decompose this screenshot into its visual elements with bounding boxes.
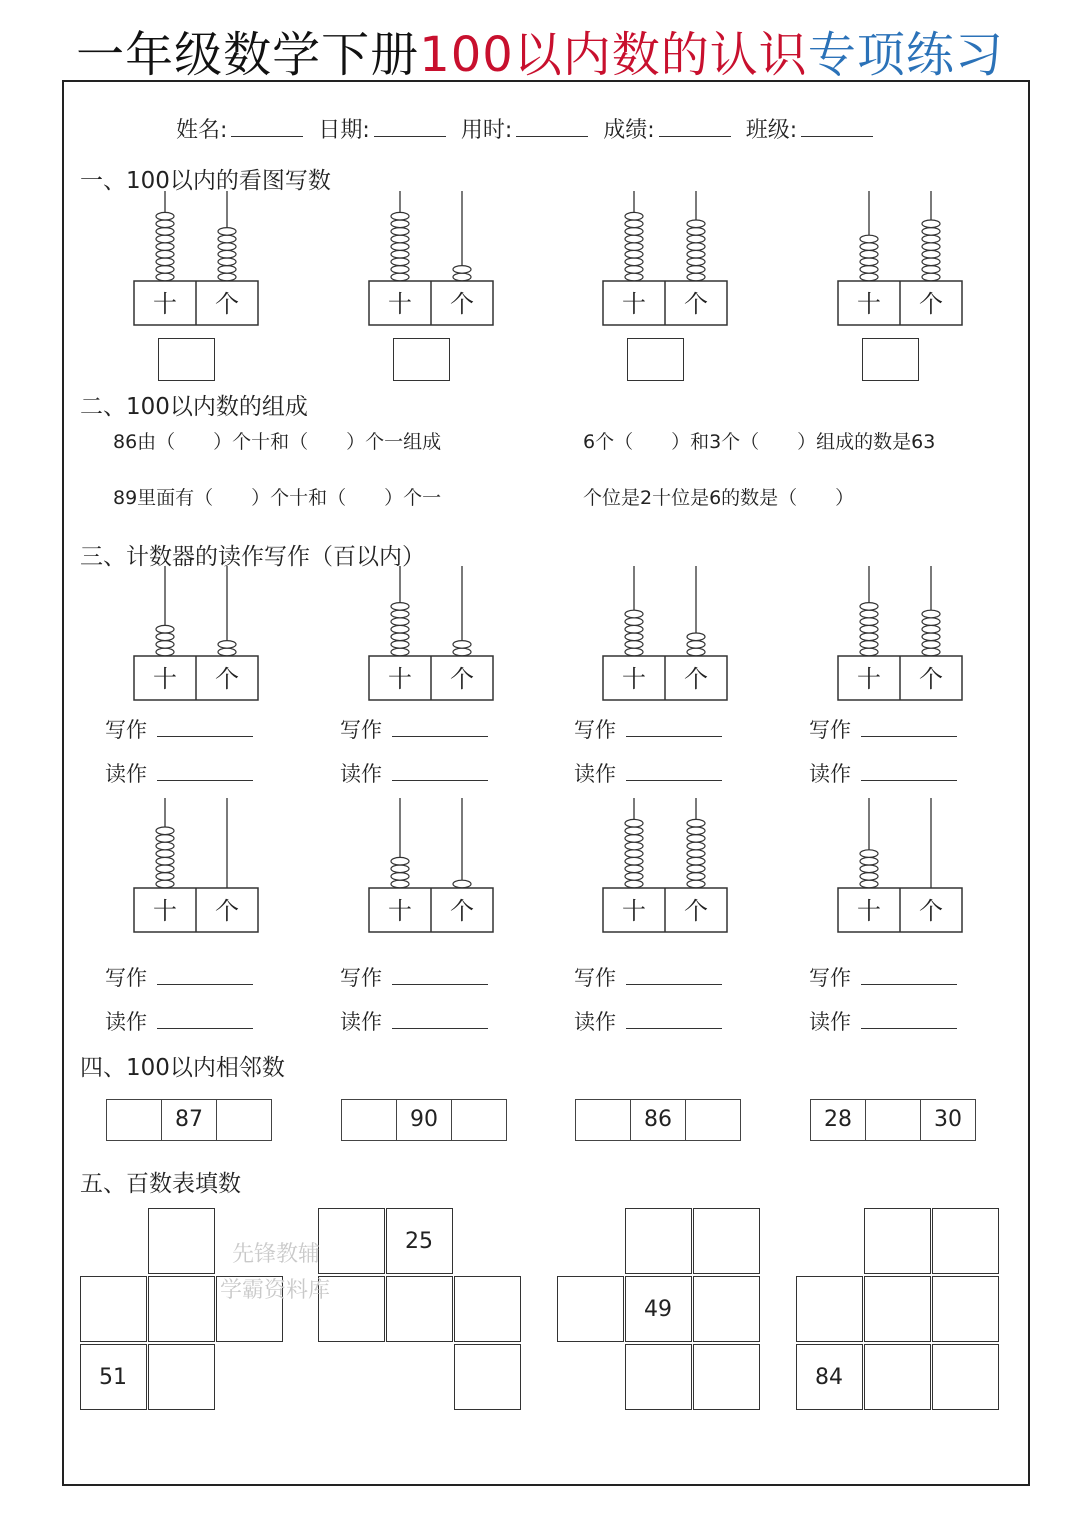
ones-bead [218, 235, 236, 243]
read-field-2-4[interactable] [809, 760, 957, 788]
info-date-label: 日期: [318, 118, 370, 143]
read-field-4-2[interactable] [340, 1008, 488, 1036]
ones-bead [218, 228, 236, 236]
tens-bead [391, 633, 409, 641]
read-field-4-4[interactable] [809, 1008, 957, 1036]
tens-bead [860, 235, 878, 243]
ones-bead [218, 258, 236, 266]
hundred-chart-blank-cell[interactable] [864, 1344, 931, 1410]
hundred-chart-blank-cell[interactable] [80, 1276, 147, 1342]
hundred-chart-blank-cell[interactable] [318, 1208, 385, 1274]
tens-bead [625, 842, 643, 850]
strip-given-number: 30 [934, 1107, 962, 1132]
tens-bead [625, 880, 643, 888]
ones-bead [922, 610, 940, 618]
abacus-tens-label: 十 [153, 665, 177, 693]
tens-bead [625, 827, 643, 835]
info-line [176, 116, 881, 146]
tens-bead [625, 865, 643, 873]
strip-given-number: 90 [397, 1100, 452, 1140]
ones-bead [922, 266, 940, 274]
section-3-row-2-abacus-1 [131, 790, 261, 939]
write-answer-line[interactable] [157, 966, 253, 985]
tens-bead [625, 633, 643, 641]
abacus-drawing [835, 558, 965, 703]
read-label: 读作 [340, 762, 382, 786]
hundred-chart-blank-cell[interactable] [148, 1208, 215, 1274]
tens-bead [156, 625, 174, 633]
tens-bead [625, 243, 643, 251]
write-field-3-3[interactable] [574, 964, 722, 992]
info-name-label: 姓名: [176, 118, 228, 143]
section-4-heading: 四、100以内相邻数 [80, 1055, 285, 1081]
read-field-2-1[interactable] [105, 760, 253, 788]
read-answer-line[interactable] [392, 762, 488, 781]
tens-bead [625, 618, 643, 626]
composition-question-4: 个位是2十位是6的数是（ ） [583, 487, 855, 509]
ones-bead [922, 228, 940, 236]
abacus-ones-label: 个 [215, 897, 239, 925]
ones-bead [922, 235, 940, 243]
time-blank[interactable] [516, 116, 588, 137]
name-blank[interactable] [231, 116, 303, 137]
read-field-4-1[interactable] [105, 1008, 253, 1036]
ones-bead [453, 266, 471, 274]
section-1-answer-box-4[interactable] [862, 338, 919, 381]
write-label: 写作 [105, 966, 147, 990]
ones-bead [922, 273, 940, 281]
write-label: 写作 [574, 966, 616, 990]
tens-bead [156, 827, 174, 835]
hundred-chart-blank-cell[interactable] [693, 1276, 760, 1342]
tens-bead [625, 273, 643, 281]
tens-bead [860, 273, 878, 281]
tens-bead [391, 618, 409, 626]
tens-bead [156, 273, 174, 281]
abacus-drawing [366, 790, 496, 935]
ones-bead [687, 842, 705, 850]
abacus-ones-label: 个 [684, 290, 708, 318]
write-field-3-4[interactable] [809, 964, 957, 992]
info-score-label: 成绩: [603, 118, 655, 143]
ones-bead [687, 819, 705, 827]
abacus-drawing [600, 790, 730, 935]
tens-bead [391, 235, 409, 243]
tens-bead [860, 857, 878, 865]
tens-bead [625, 610, 643, 618]
section-1-abacus-3 [600, 183, 730, 332]
tens-bead [860, 880, 878, 888]
ones-bead [922, 220, 940, 228]
ones-bead [922, 641, 940, 649]
strip-given-number: 28 [811, 1100, 866, 1140]
info-class-label: 班级: [745, 118, 798, 143]
abacus-ones-label: 个 [919, 897, 943, 925]
abacus-tens-label: 十 [622, 897, 646, 925]
tens-bead [625, 819, 643, 827]
hundred-chart-blank-cell[interactable] [932, 1276, 999, 1342]
tens-bead [860, 258, 878, 266]
section-3-row-2-abacus-2 [366, 790, 496, 939]
tens-bead [625, 857, 643, 865]
ones-bead [218, 273, 236, 281]
composition-question-2: 6个（ ）和3个（ ）组成的数是63 [583, 431, 936, 453]
tens-bead [391, 873, 409, 881]
ones-bead [687, 873, 705, 881]
tens-bead [156, 633, 174, 641]
strip-blank-cell[interactable] [866, 1100, 921, 1140]
tens-bead [860, 610, 878, 618]
tens-bead [860, 850, 878, 858]
strip-blank-cell[interactable] [576, 1100, 631, 1140]
write-answer-line[interactable] [861, 966, 957, 985]
abacus-drawing [366, 183, 496, 328]
hundred-chart-blank-cell[interactable] [864, 1208, 931, 1274]
tens-bead [391, 641, 409, 649]
abacus-tens-label: 十 [153, 897, 177, 925]
hundred-chart-blank-cell[interactable] [693, 1208, 760, 1274]
read-label: 读作 [340, 1010, 382, 1034]
abacus-tens-label: 十 [857, 290, 881, 318]
abacus-ones-label: 个 [450, 897, 474, 925]
strip-blank-cell[interactable] [217, 1100, 271, 1140]
tens-bead [156, 873, 174, 881]
tens-bead [156, 842, 174, 850]
abacus-drawing [131, 558, 261, 703]
tens-bead [625, 835, 643, 843]
read-field-2-3[interactable] [574, 760, 722, 788]
tens-bead [156, 266, 174, 274]
ones-bead [218, 266, 236, 274]
score-blank[interactable] [659, 116, 731, 137]
title-part-3: 专项练习 [807, 27, 1004, 83]
abacus-tens-label: 十 [388, 290, 412, 318]
tens-bead [625, 235, 643, 243]
ones-bead [687, 865, 705, 873]
ones-bead [922, 618, 940, 626]
write-answer-line[interactable] [392, 718, 488, 737]
tens-bead [391, 243, 409, 251]
abacus-tens-label: 十 [622, 290, 646, 318]
write-label: 写作 [105, 718, 147, 742]
tens-bead [156, 835, 174, 843]
hundred-chart-given-cell: 49 [625, 1276, 692, 1342]
ones-bead [218, 243, 236, 251]
tens-bead [156, 880, 174, 888]
strip-given-number: 86 [631, 1100, 686, 1140]
abacus-drawing [131, 183, 261, 328]
hundred-chart-blank-cell[interactable] [148, 1276, 215, 1342]
write-label: 写作 [340, 966, 382, 990]
tens-bead [156, 220, 174, 228]
tens-bead [156, 228, 174, 236]
section-1-answer-box-3[interactable] [627, 338, 684, 381]
abacus-drawing [600, 183, 730, 328]
tens-bead [391, 603, 409, 611]
section-1-abacus-1 [131, 183, 261, 332]
hundred-chart-blank-cell[interactable] [454, 1276, 521, 1342]
hundred-chart-blank-cell[interactable] [625, 1344, 692, 1410]
section-1-heading: 一、100以内的看图写数 [80, 168, 331, 194]
tens-bead [391, 273, 409, 281]
tens-bead [391, 228, 409, 236]
section-1-answer-box-2[interactable] [393, 338, 450, 381]
ones-bead [218, 250, 236, 258]
ones-bead [687, 228, 705, 236]
tens-bead [156, 258, 174, 266]
write-field-3-2[interactable] [340, 964, 488, 992]
hundred-chart-blank-cell[interactable] [386, 1276, 453, 1342]
ones-bead [218, 648, 236, 656]
tens-bead [391, 266, 409, 274]
tens-bead [391, 258, 409, 266]
tens-bead [860, 648, 878, 656]
tens-bead [156, 235, 174, 243]
write-field-1-3[interactable] [574, 716, 722, 744]
tens-bead [156, 865, 174, 873]
section-1-answer-box-1[interactable] [158, 338, 215, 381]
abacus-tens-label: 十 [388, 897, 412, 925]
write-answer-line[interactable] [157, 718, 253, 737]
ones-bead [687, 220, 705, 228]
ones-bead [453, 880, 471, 888]
tens-bead [860, 641, 878, 649]
watermark-line-1: 先锋教辅 [232, 1242, 321, 1267]
composition-question-3: 89里面有（ ）个十和（ ）个一 [113, 487, 442, 509]
section-1-abacus-2 [366, 183, 496, 332]
strip-blank-cell[interactable] [342, 1100, 397, 1140]
tens-bead [625, 250, 643, 258]
read-answer-line[interactable] [626, 762, 722, 781]
abacus-drawing [366, 558, 496, 703]
hundred-chart-blank-cell[interactable] [625, 1208, 692, 1274]
tens-bead [391, 880, 409, 888]
write-label: 写作 [340, 718, 382, 742]
tens-bead [860, 625, 878, 633]
write-answer-line[interactable] [392, 966, 488, 985]
adjacent-strip-2 [341, 1099, 507, 1141]
tens-bead [860, 618, 878, 626]
section-2-heading: 二、100以内数的组成 [80, 394, 308, 420]
tens-bead [625, 220, 643, 228]
tens-bead [391, 212, 409, 220]
class-blank[interactable] [801, 116, 873, 137]
read-answer-line[interactable] [157, 1010, 253, 1029]
ones-bead [453, 648, 471, 656]
tens-bead [860, 603, 878, 611]
tens-bead [391, 610, 409, 618]
ones-bead [687, 641, 705, 649]
tens-bead [391, 250, 409, 258]
read-label: 读作 [809, 1010, 851, 1034]
adjacent-strip-1 [106, 1099, 272, 1141]
ones-bead [687, 235, 705, 243]
write-answer-line[interactable] [626, 718, 722, 737]
write-field-1-2[interactable] [340, 716, 488, 744]
ones-bead [922, 633, 940, 641]
read-label: 读作 [574, 1010, 616, 1034]
section-3-row-1-abacus-2 [366, 558, 496, 707]
ones-bead [687, 243, 705, 251]
abacus-ones-label: 个 [919, 665, 943, 693]
abacus-tens-label: 十 [857, 665, 881, 693]
write-label: 写作 [574, 718, 616, 742]
hundred-chart-given-cell: 51 [80, 1344, 147, 1410]
tens-bead [156, 250, 174, 258]
adjacent-strip-3 [575, 1099, 741, 1141]
tens-bead [860, 873, 878, 881]
composition-question-1: 86由（ ）个十和（ ）个一组成 [113, 431, 442, 453]
section-3-row-2-abacus-4 [835, 790, 965, 939]
section-3-heading: 三、计数器的读作写作（百以内） [80, 544, 425, 570]
section-3-row-1-abacus-4 [835, 558, 965, 707]
tens-bead [391, 865, 409, 873]
date-blank[interactable] [374, 116, 446, 137]
section-5-heading: 五、百数表填数 [80, 1171, 241, 1197]
ones-bead [687, 266, 705, 274]
abacus-ones-label: 个 [215, 290, 239, 318]
tens-bead [156, 857, 174, 865]
hundred-chart-blank-cell[interactable] [932, 1208, 999, 1274]
write-label: 写作 [809, 966, 851, 990]
tens-bead [625, 648, 643, 656]
tens-bead [860, 266, 878, 274]
read-answer-line[interactable] [626, 1010, 722, 1029]
abacus-tens-label: 十 [153, 290, 177, 318]
title-part-1: 一年级数学下册 [76, 27, 420, 83]
abacus-tens-label: 十 [622, 665, 646, 693]
tens-bead [860, 633, 878, 641]
ones-bead [687, 633, 705, 641]
abacus-ones-label: 个 [215, 665, 239, 693]
ones-bead [922, 625, 940, 633]
watermark-line-2: 学霸资料库 [220, 1278, 331, 1303]
ones-bead [687, 880, 705, 888]
tens-bead [391, 220, 409, 228]
hundred-chart-blank-cell[interactable] [864, 1276, 931, 1342]
ones-bead [453, 273, 471, 281]
abacus-tens-label: 十 [388, 665, 412, 693]
read-answer-line[interactable] [157, 762, 253, 781]
ones-bead [687, 850, 705, 858]
ones-bead [922, 243, 940, 251]
read-label: 读作 [574, 762, 616, 786]
ones-bead [687, 273, 705, 281]
tens-bead [625, 228, 643, 236]
tens-bead [156, 243, 174, 251]
tens-bead [156, 850, 174, 858]
hundred-chart-given-cell: 84 [796, 1344, 863, 1410]
abacus-ones-label: 个 [450, 665, 474, 693]
read-answer-line[interactable] [861, 1010, 957, 1029]
hundred-chart-blank-cell[interactable] [454, 1344, 521, 1410]
section-1-abacus-4 [835, 183, 965, 332]
tens-bead [860, 243, 878, 251]
tens-bead [860, 250, 878, 258]
abacus-drawing [835, 790, 965, 935]
read-label: 读作 [809, 762, 851, 786]
section-3-row-1-abacus-3 [600, 558, 730, 707]
strip-blank-cell[interactable] [452, 1100, 506, 1140]
tens-bead [156, 648, 174, 656]
read-answer-line[interactable] [392, 1010, 488, 1029]
ones-bead [218, 641, 236, 649]
tens-bead [625, 212, 643, 220]
hundred-chart-blank-cell[interactable] [693, 1344, 760, 1410]
abacus-drawing [131, 790, 261, 935]
write-field-3-1[interactable] [105, 964, 253, 992]
tens-bead [625, 873, 643, 881]
write-field-1-4[interactable] [809, 716, 957, 744]
title-part-2: 100以内数的认识 [419, 27, 808, 83]
ones-bead [687, 827, 705, 835]
tens-bead [625, 258, 643, 266]
info-time-label: 用时: [460, 118, 513, 143]
hundred-chart-blank-cell[interactable] [148, 1344, 215, 1410]
hundred-chart-blank-cell[interactable] [557, 1276, 624, 1342]
strip-given-number: 87 [162, 1100, 217, 1140]
tens-bead [156, 212, 174, 220]
abacus-ones-label: 个 [450, 290, 474, 318]
hundred-chart-given-cell: 25 [386, 1208, 453, 1274]
ones-bead [687, 835, 705, 843]
write-field-1-1[interactable] [105, 716, 253, 744]
tens-bead [625, 641, 643, 649]
ones-bead [687, 857, 705, 865]
ones-bead [922, 258, 940, 266]
ones-bead [453, 641, 471, 649]
read-answer-line[interactable] [861, 762, 957, 781]
read-field-4-3[interactable] [574, 1008, 722, 1036]
hundred-chart-blank-cell[interactable] [932, 1344, 999, 1410]
write-answer-line[interactable] [626, 966, 722, 985]
ones-bead [687, 648, 705, 656]
tens-bead [156, 641, 174, 649]
read-label: 读作 [105, 1010, 147, 1034]
adjacent-strip-4 [810, 1099, 976, 1141]
ones-bead [922, 648, 940, 656]
tens-bead [625, 850, 643, 858]
tens-bead [391, 625, 409, 633]
section-3-row-1-abacus-1 [131, 558, 261, 707]
strip-blank-cell[interactable] [107, 1100, 162, 1140]
tens-bead [625, 266, 643, 274]
abacus-ones-label: 个 [684, 665, 708, 693]
write-label: 写作 [809, 718, 851, 742]
abacus-ones-label: 个 [684, 897, 708, 925]
hundred-chart-blank-cell[interactable] [796, 1276, 863, 1342]
ones-bead [922, 250, 940, 258]
ones-bead [687, 258, 705, 266]
ones-bead [687, 250, 705, 258]
abacus-tens-label: 十 [857, 897, 881, 925]
tens-bead [625, 625, 643, 633]
tens-bead [860, 865, 878, 873]
read-label: 读作 [105, 762, 147, 786]
abacus-drawing [600, 558, 730, 703]
read-field-2-2[interactable] [340, 760, 488, 788]
abacus-ones-label: 个 [919, 290, 943, 318]
abacus-drawing [835, 183, 965, 328]
section-3-row-2-abacus-3 [600, 790, 730, 939]
tens-bead [391, 648, 409, 656]
write-answer-line[interactable] [861, 718, 957, 737]
strip-blank-cell[interactable] [686, 1100, 740, 1140]
tens-bead [391, 857, 409, 865]
